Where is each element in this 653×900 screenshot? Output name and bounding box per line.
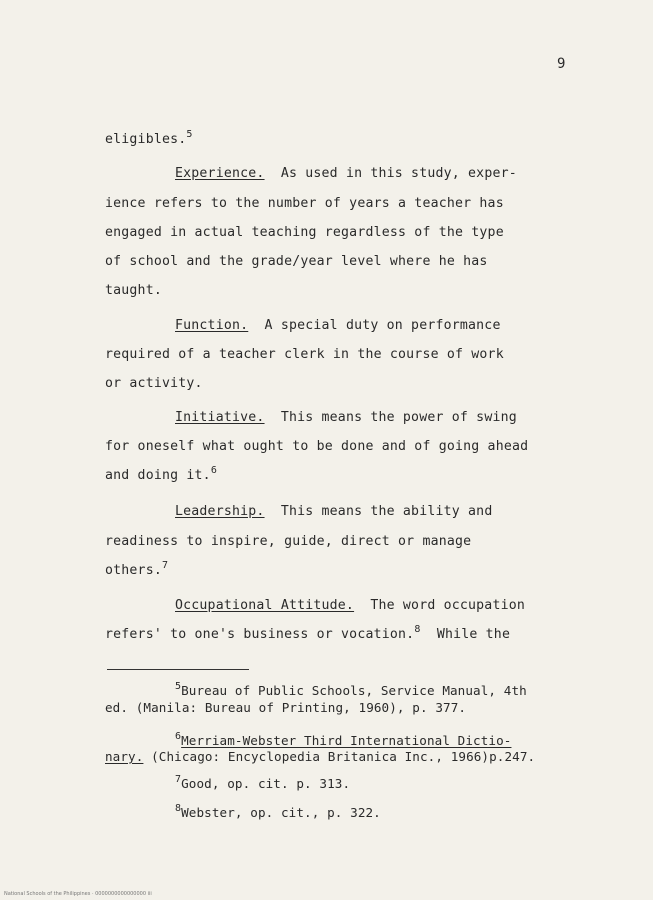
definition-initiative: Initiative. This means the power of swing xyxy=(175,410,517,425)
footnote-5-cont: ed. (Manila: Bureau of Printing, 1960), p. 377. xyxy=(105,700,467,715)
footnote-8: $^8$Webster, op. cit., p. 322. xyxy=(175,803,381,820)
text-line: for oneself what ought to be done and of going ahead xyxy=(105,439,529,454)
text-line: of school and the grade/year level where he has xyxy=(105,254,488,269)
text-line: or activity. xyxy=(105,376,203,391)
term-occupational-attitude: Occupational Attitude. xyxy=(175,598,355,613)
term-leadership: Leadership. xyxy=(175,504,265,519)
text-line: readiness to inspire, guide, direct or manage xyxy=(105,534,472,549)
text-line: ience refers to the number of years a teacher has xyxy=(105,196,504,211)
footnote-6: $^6$Merriam-Webster Third International Dictio- xyxy=(175,731,512,748)
text-line: engaged in actual teaching regardless of the type xyxy=(105,225,504,240)
text-line: refers' to one's business or vocation.$^8$ While the xyxy=(105,624,511,642)
footnote-6-cont: nary. (Chicago: Encyclopedia Britanica Inc., 1966)p.247. xyxy=(105,749,536,764)
definition-experience: Experience. As used in this study, exper- xyxy=(175,166,517,181)
text-line: eligibles.$^5$ xyxy=(105,129,193,147)
footnote-separator xyxy=(107,669,249,670)
scan-footer-strip: National Schools of the Philippines · 0000000000000000 iii xyxy=(4,891,152,897)
text-line: taught. xyxy=(105,283,162,298)
term-function: Function. xyxy=(175,318,249,333)
term-experience: Experience. xyxy=(175,166,265,181)
definition-function: Function. A special duty on performance xyxy=(175,318,501,333)
text-line: required of a teacher clerk in the course of work xyxy=(105,347,504,362)
term-initiative: Initiative. xyxy=(175,410,265,425)
text-line: others.$^7$ xyxy=(105,560,169,578)
footnote-7: $^7$Good, op. cit. p. 313. xyxy=(175,774,351,791)
footnote-5: $^5$Bureau of Public Schools, Service Manual, 4th xyxy=(175,681,527,698)
text-line: and doing it.$^6$ xyxy=(105,465,218,483)
definition-occupational-attitude: Occupational Attitude. The word occupation xyxy=(175,598,526,613)
definition-leadership: Leadership. This means the ability and xyxy=(175,504,493,519)
page-number: 9 xyxy=(557,56,566,72)
